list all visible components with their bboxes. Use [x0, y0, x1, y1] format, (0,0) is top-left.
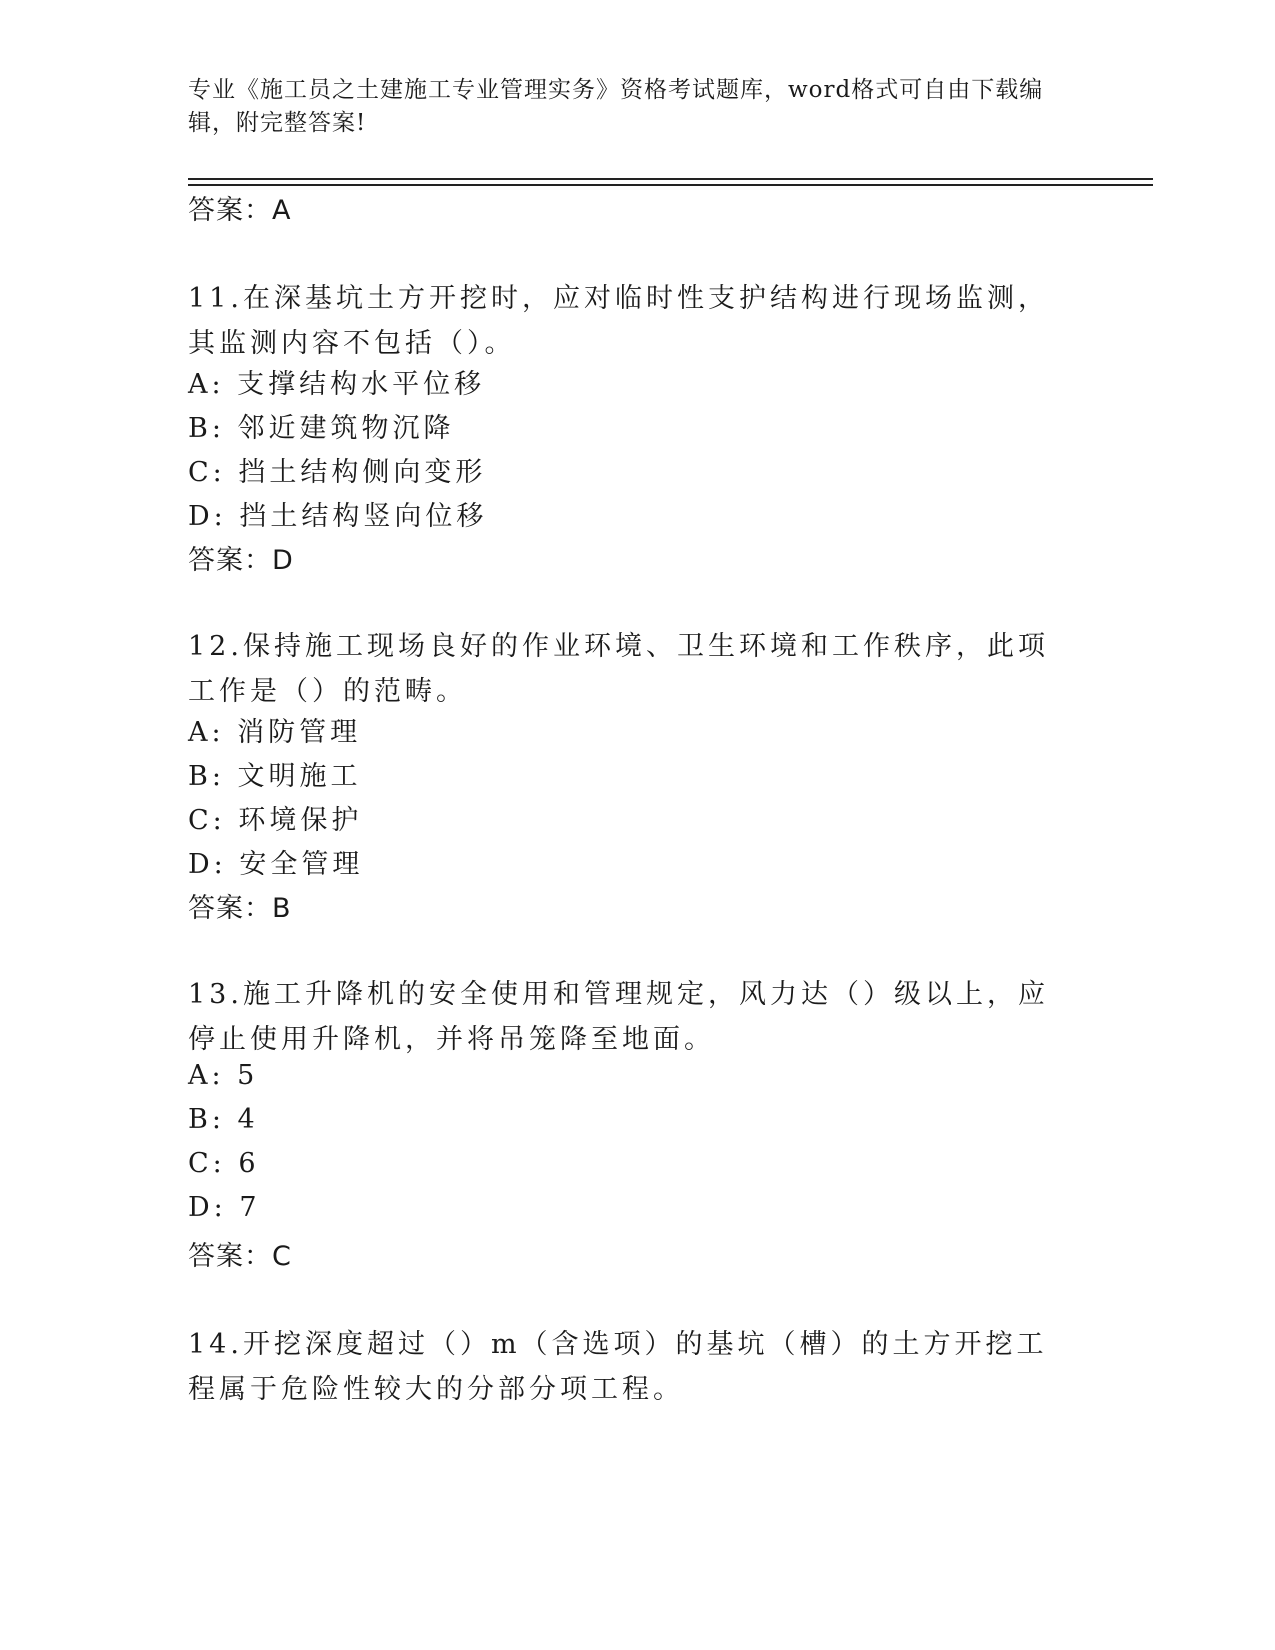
question-11-option-b: B: 邻近建筑物沉降 [188, 413, 455, 444]
question-13-option-a: A: 5 [188, 1060, 259, 1091]
question-11-text: 11.在深基坑土方开挖时，应对临时性支护结构进行现场监测，其监测内容不包括（）。 [188, 283, 1049, 359]
question-12-option-d: D: 安全管理 [188, 849, 364, 880]
question-12-answer: 答案：B [188, 893, 292, 924]
document-header: 专业《施工员之土建施工专业管理实务》资格考试题库，word格式可自由下载编辑，附完整答案! [188, 77, 1044, 136]
question-13-option-b: B: 4 [188, 1104, 259, 1135]
question-14-text: 14.开挖深度超过（）m（含选项）的基坑（槽）的土方开挖工程属于危险性较大的分部分项工程。 [188, 1329, 1048, 1405]
question-12-option-c: C: 环境保护 [188, 805, 363, 836]
question-11-option-a: A: 支撑结构水平位移 [188, 369, 486, 400]
question-12-text: 12.保持施工现场良好的作业环境、卫生环境和工作秩序，此项工作是（）的范畴。 [188, 631, 1049, 707]
question-11-option-c: C: 挡土结构侧向变形 [188, 457, 487, 488]
question-11-option-d: D: 挡土结构竖向位移 [188, 501, 488, 532]
question-12-option-b: B: 文明施工 [188, 761, 362, 792]
header-divider-bottom [188, 184, 1153, 186]
question-11-answer: 答案：D [188, 545, 294, 576]
question-13-option-c: C: 6 [188, 1148, 260, 1179]
question-13-option-d: D: 7 [188, 1192, 261, 1223]
question-12-option-a: A: 消防管理 [188, 717, 362, 748]
question-13-text: 13.施工升降机的安全使用和管理规定，风力达（）级以上，应停止使用升降机，并将吊笼降至地面。 [188, 979, 1049, 1055]
answer-previous: 答案：A [188, 195, 292, 226]
header-divider-top [188, 178, 1153, 180]
question-13-answer: 答案：C [188, 1241, 292, 1272]
